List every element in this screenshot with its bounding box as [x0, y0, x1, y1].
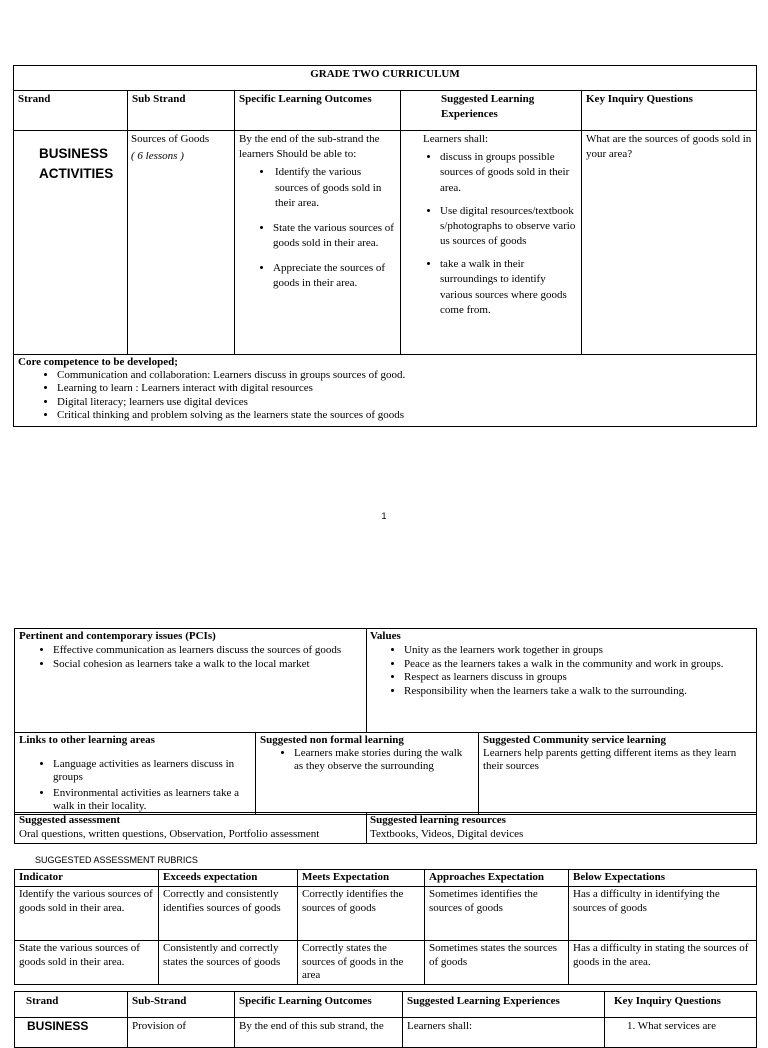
pci-item: • Effective communication as learners discuss the sources of goods: [53, 644, 362, 658]
pci-item: • Social cohesion as learners take a walk to the local market: [53, 658, 362, 672]
outcome-item: • Appreciate the sources of goods in their area.: [273, 261, 396, 291]
rubric-cell: Consistently and correctly states the sources of goods: [159, 940, 298, 984]
pci-title: Pertinent and contemporary issues (PCIs): [19, 630, 216, 642]
sub-strand-name: Sources of Goods: [131, 133, 210, 145]
page-number: 1: [381, 511, 387, 521]
next-outcomes: By the end of this sub strand, the: [235, 1018, 403, 1048]
values-title: Values: [370, 630, 401, 642]
header-outcomes: Specific Learning Outcomes: [235, 91, 401, 131]
curriculum-table: [13, 65, 757, 427]
community-text: Learners help parents getting different items as they learn their sources: [483, 747, 737, 773]
rubric-header: Indicator: [15, 870, 159, 887]
rubric-cell: Correctly identifies the sources of goods: [298, 886, 425, 940]
rubric-header: Meets Expectation: [298, 870, 425, 887]
outcome-item: • Identify the various sources of goods sold in their area.: [273, 165, 396, 211]
nonformal-title: Suggested non formal learning: [260, 734, 404, 746]
next-header: Specific Learning Outcomes: [235, 992, 403, 1018]
strand-name: BUSINESS ACTIVITIES: [39, 146, 114, 181]
inquiry-cell: [582, 131, 757, 355]
inquiry-question: What are the sources of goods sold in your area?: [586, 133, 752, 161]
value-item: • Respect as learners discuss in groups: [404, 671, 752, 685]
experience-item: • Use digital resources/textbooks/photographs to observe various sources of goods: [440, 204, 577, 250]
core-item: • Critical thinking and problem solving as the learners state the sources of goods: [57, 409, 752, 422]
resources-text: Textbooks, Videos, Digital devices: [370, 827, 524, 840]
links-table: [14, 732, 757, 815]
outcomes-intro: By the end of the sub-strand the learners Should be able to:: [239, 133, 380, 161]
rubric-cell: Correctly and consistently identifies sources of goods: [159, 886, 298, 940]
experiences-cell: [401, 131, 582, 355]
community-cell: [479, 733, 757, 815]
link-item: • Environmental activities as learners take a walk in their locality.: [53, 787, 251, 813]
rubric-cell: Correctly states the sources of goods in the area: [298, 940, 425, 984]
next-sub-strand: Provision of: [128, 1018, 235, 1048]
core-item: • Communication and collaboration: Learners discuss in groups sources of good.: [57, 369, 752, 382]
links-title: Links to other learning areas: [19, 734, 155, 746]
values-cell: [367, 629, 757, 733]
assessment-cell: [15, 813, 367, 844]
nonformal-cell: [256, 733, 479, 815]
next-inquiry: 1. What services are: [605, 1018, 757, 1048]
links-cell: [15, 733, 256, 815]
rubric-header: Approaches Expectation: [425, 870, 569, 887]
experiences-intro: Learners shall:: [423, 133, 489, 145]
header-strand: Strand: [14, 91, 128, 131]
outcome-item: • State the various sources of goods sold in their area.: [273, 221, 396, 251]
assessment-title: Suggested assessment: [19, 814, 121, 826]
rubrics-table: [14, 869, 757, 985]
next-header: Suggested Learning Experiences: [403, 992, 605, 1018]
core-item: • Digital literacy; learners use digital devices: [57, 396, 752, 409]
value-item: • Responsibility when the learners take a walk to the surrounding.: [404, 685, 752, 699]
table-row: [15, 886, 757, 940]
pci-values-table: [14, 628, 757, 733]
assessment-text: Oral questions, written questions, Observation, Portfolio assessment: [19, 827, 320, 840]
core-competence-title: Core competence to be developed;: [18, 356, 178, 368]
rubric-header: Exceeds expectation: [159, 870, 298, 887]
strand-cell: [14, 131, 128, 355]
outcomes-cell: [235, 131, 401, 355]
next-experiences: Learners shall:: [403, 1018, 605, 1048]
community-title: Suggested Community service learning: [483, 734, 667, 746]
value-item: • Unity as the learners work together in groups: [404, 644, 752, 658]
value-item: • Peace as the learners takes a walk in the community and work in groups.: [404, 658, 752, 672]
header-experiences: Suggested Learning Experiences: [401, 91, 582, 131]
next-header: Strand: [15, 992, 128, 1018]
next-header: Sub-Strand: [128, 992, 235, 1018]
link-item: • Language activities as learners discuss in groups: [53, 758, 251, 784]
next-strand: BUSINESS: [15, 1018, 128, 1048]
lessons-count: ( 6 lessons ): [131, 150, 184, 163]
next-curriculum-table: [14, 991, 757, 1048]
header-inquiry: Key Inquiry Questions: [582, 91, 757, 131]
rubric-cell: Has a difficulty in identifying the sources of goods: [569, 886, 757, 940]
table-row: [15, 940, 757, 984]
rubric-cell: State the various sources of goods sold in their area.: [15, 940, 159, 984]
header-sub-strand: Sub Strand: [128, 91, 235, 131]
rubric-cell: Sometimes states the sources of goods: [425, 940, 569, 984]
next-header: Key Inquiry Questions: [605, 992, 757, 1018]
rubric-cell: Has a difficulty in stating the sources of goods in the area.: [569, 940, 757, 984]
core-competence-cell: [14, 355, 757, 427]
rubric-cell: Sometimes identifies the sources of goods: [425, 886, 569, 940]
experience-item: • discuss in groups possible sources of goods sold in their area.: [440, 150, 577, 196]
pci-cell: [15, 629, 367, 733]
rubric-header: Below Expectations: [569, 870, 757, 887]
resources-cell: [367, 813, 757, 844]
nonformal-item: • Learners make stories during the walk as they observe the surrounding: [294, 747, 474, 773]
experience-item: • take a walk in their surroundings to identify various sources where goods come from.: [440, 257, 577, 318]
rubrics-title: SUGGESTED ASSESSMENT RUBRICS: [35, 855, 198, 865]
resources-title: Suggested learning resources: [370, 814, 506, 826]
assessment-table: [14, 812, 757, 844]
rubric-cell: Identify the various sources of goods sold in their area.: [15, 886, 159, 940]
curriculum-title: GRADE TWO CURRICULUM: [14, 66, 757, 91]
core-item: • Learning to learn : Learners interact with digital resources: [57, 382, 752, 395]
sub-strand-cell: [128, 131, 235, 355]
